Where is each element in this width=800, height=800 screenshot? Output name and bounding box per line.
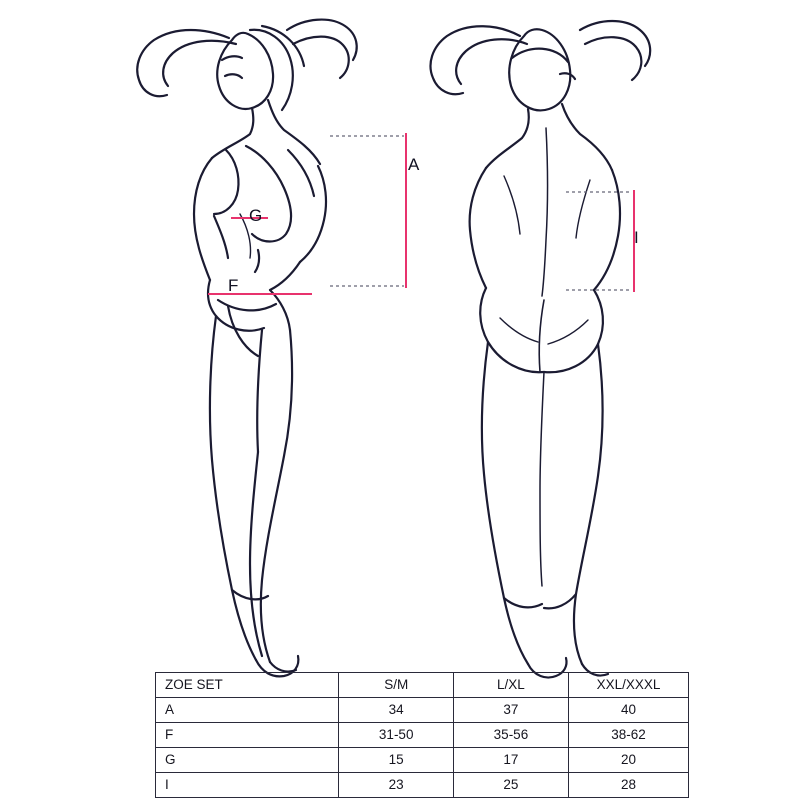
cell-g-xxl: 20 — [568, 748, 688, 773]
cell-a-lxl: 37 — [453, 698, 568, 723]
table-row — [156, 773, 689, 798]
row-label-i: I — [156, 773, 339, 798]
cell-f-lxl: 35-56 — [453, 723, 568, 748]
size-table — [155, 672, 689, 798]
cell-i-lxl: 25 — [453, 773, 568, 798]
measure-label-g: G — [249, 206, 263, 225]
table-header-xxl: XXL/XXXL — [568, 673, 688, 698]
table-header-title: ZOE SET — [156, 673, 339, 698]
front-figure — [137, 20, 356, 677]
row-label-a: A — [156, 698, 339, 723]
table-header-lxl: L/XL — [453, 673, 568, 698]
row-label-f: F — [156, 723, 339, 748]
table-row — [156, 748, 689, 773]
cell-i-sm: 23 — [339, 773, 453, 798]
table-row — [156, 698, 689, 723]
measure-guides-front — [208, 133, 406, 294]
cell-a-xxl: 40 — [568, 698, 688, 723]
measure-label-i: I — [634, 228, 639, 247]
measure-label-a: A — [408, 155, 420, 174]
row-label-g: G — [156, 748, 339, 773]
cell-f-xxl: 38-62 — [568, 723, 688, 748]
cell-g-sm: 15 — [339, 748, 453, 773]
measure-guides-back — [566, 190, 634, 292]
cell-f-sm: 31-50 — [339, 723, 453, 748]
cell-a-sm: 34 — [339, 698, 453, 723]
table-header-row — [156, 673, 689, 698]
back-figure — [431, 21, 651, 678]
cell-g-lxl: 17 — [453, 748, 568, 773]
measure-label-f: F — [228, 276, 239, 295]
table-header-sm: S/M — [339, 673, 453, 698]
cell-i-xxl: 28 — [568, 773, 688, 798]
table-row — [156, 723, 689, 748]
